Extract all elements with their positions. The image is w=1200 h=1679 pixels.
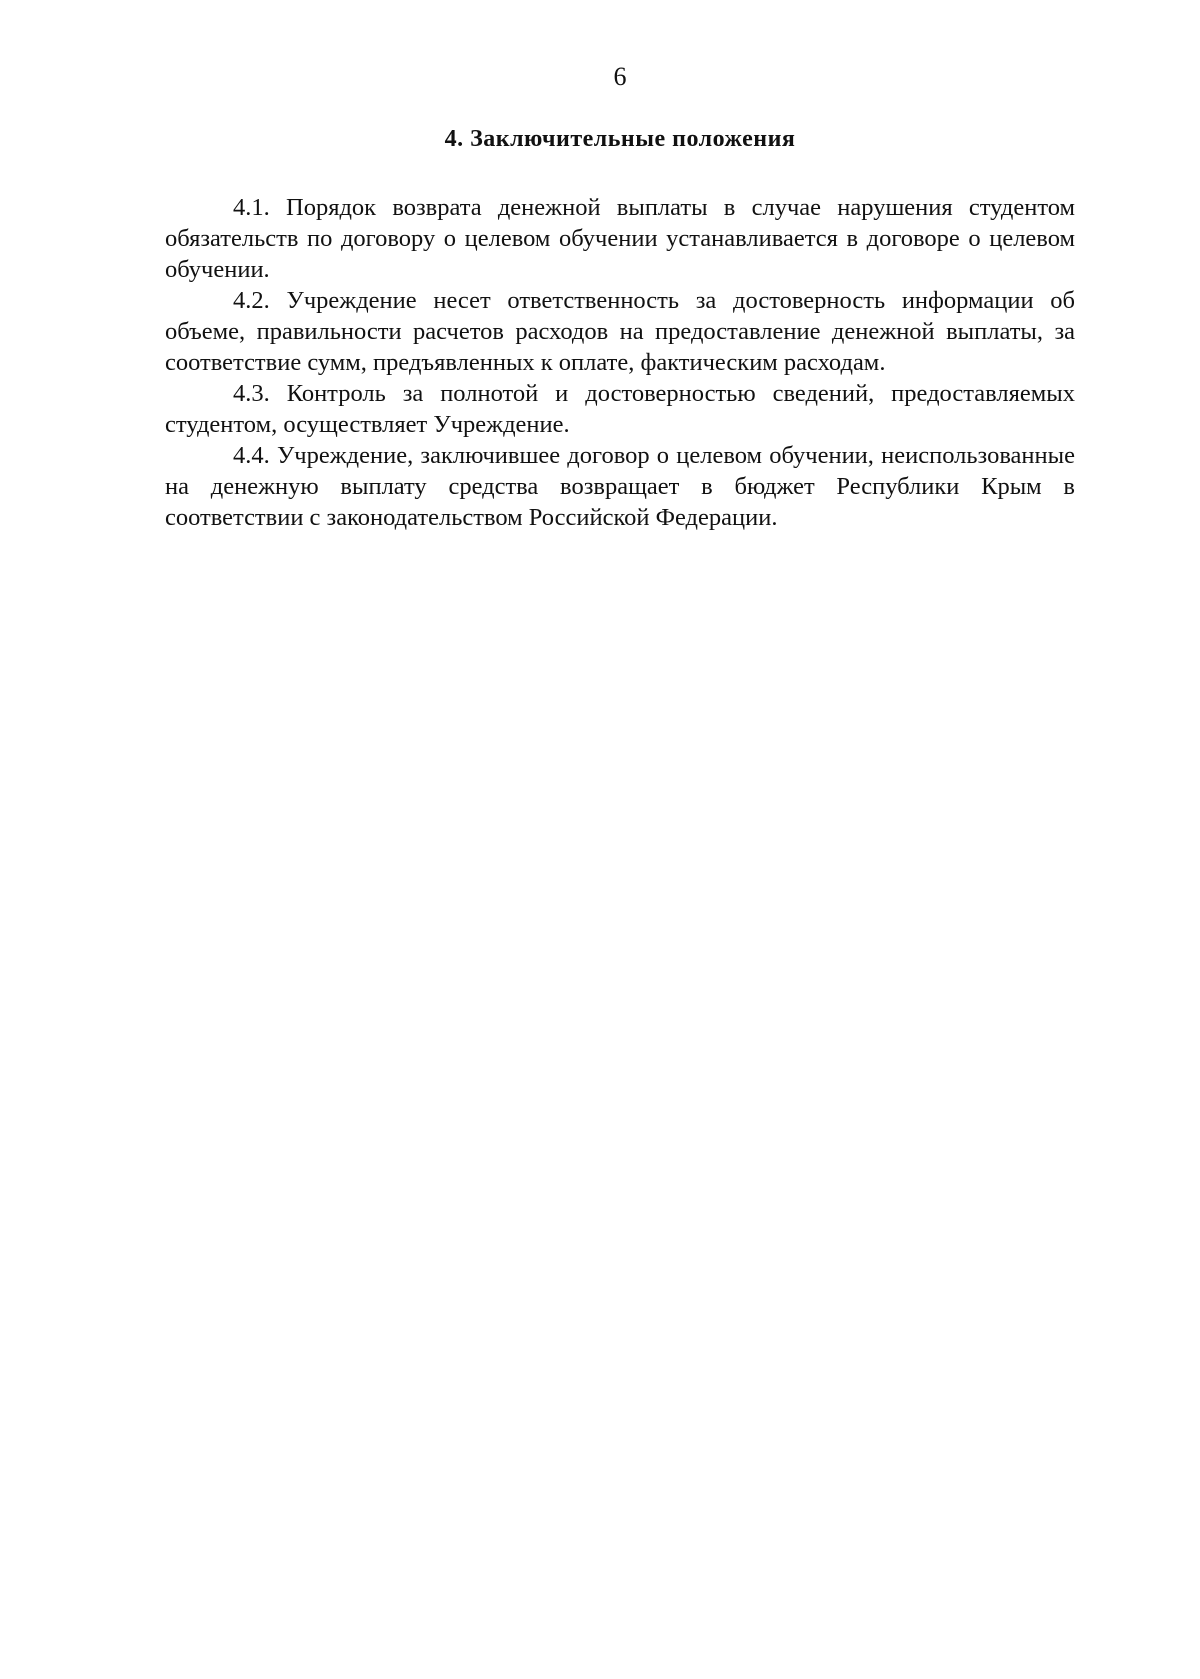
paragraph-number: 4.3. — [233, 380, 270, 407]
paragraph-number: 4.2. — [233, 287, 270, 314]
paragraph-text: Контроль за полнотой и достоверностью сведений, предоставляемых студентом, осуществляет Учреждение. — [165, 380, 1075, 438]
paragraph-number: 4.1. — [233, 194, 270, 221]
section-title: 4. Заключительные положения — [444, 126, 796, 152]
paragraph-text: Порядок возврата денежной выплаты в случае нарушения студентом обязательств по договору о целевом обучении устанавливается в договоре о целевом обучении. — [165, 194, 1075, 283]
paragraph-number: 4.4. — [233, 442, 270, 469]
section-body — [165, 192, 1075, 533]
paragraph-4-1 — [165, 192, 1075, 285]
paragraph-text: Учреждение, заключившее договор о целевом обучении, неиспользованные на денежную выплату средства возвращает в бюджет Республики Крым в соответствии с законодательством Российской Федерации. — [165, 442, 1075, 531]
paragraph-text: Учреждение несет ответственность за достоверность информации об объеме, правильности расчетов расходов на предоставление денежной выплаты, за соответствие сумм, предъявленных к оплате, фактическим расходам. — [165, 287, 1076, 376]
page-number: 6 — [613, 62, 627, 91]
paragraph-4-4 — [165, 440, 1075, 533]
paragraph-4-3 — [165, 378, 1075, 440]
paragraph-4-2 — [165, 285, 1075, 378]
